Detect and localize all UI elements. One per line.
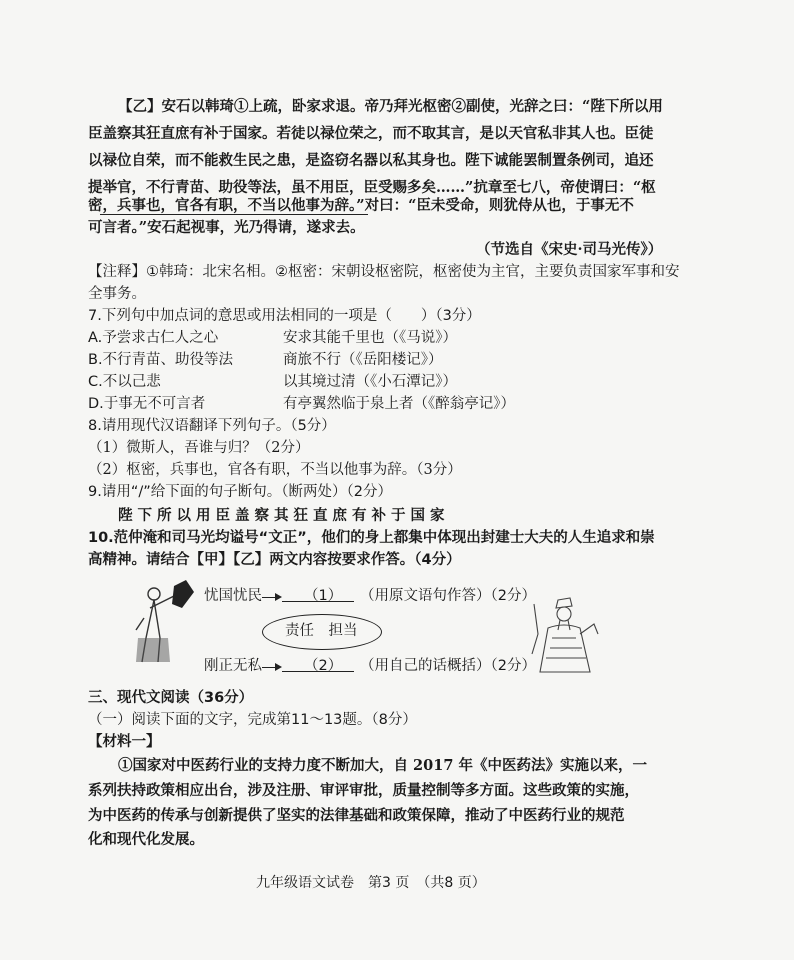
- q7-option-b-right: 商旅不行（《岳阳楼记》）: [283, 352, 443, 368]
- passage-source: （节选自《宋史·司马光传》）: [476, 241, 663, 258]
- section-3-subtitle: （一）阅读下面的文字，完成第11～13题。（8分）: [88, 712, 417, 728]
- material-paragraph-line: 化和现代化发展。: [88, 831, 204, 848]
- q7-option-c-left: C.不以己悲: [88, 374, 161, 390]
- q7-option-c-right: 以其境过清（《小石潭记》）: [283, 374, 457, 390]
- question-8-stem: 8.请用现代汉语翻译下列句子。（5分）: [88, 418, 336, 434]
- q7-option-d-right: 有亭翼然临于泉上者（《醉翁亭记》）: [283, 396, 515, 412]
- material-paragraph-line: 为中医药的传承与创新提供了坚实的法律基础和政策保障，推动了中医药行业的规范: [88, 807, 625, 824]
- passage-line: 可言者。”安石起视事，光乃得请，遂求去。: [88, 219, 365, 236]
- diagram-center-label: 责任 担当: [285, 623, 358, 639]
- notes-line: 全事务。: [88, 286, 146, 302]
- notes-line: 【注释】①韩琦：北宋名相。②枢密：宋朝设枢密院，枢密使为主官，主要负责国家军事和安: [88, 264, 680, 280]
- arrow-right-icon: [262, 667, 280, 668]
- passage-line: 提举官，不行青苗、助役等法，虽不用臣，臣受赐多矣……”抗章至七八，帝使谓曰：“枢: [88, 179, 656, 196]
- question-9-stem: 9.请用“/”给下面的句子断句。（断两处）（2分）: [88, 484, 392, 500]
- material-label: 【材料一】: [88, 734, 161, 750]
- fan-zhongyan-figure-icon: [124, 578, 202, 664]
- passage-line: 【乙】安石以韩琦①上疏，卧家求退。帝乃拜光枢密②副使，光辞之曰：“陛下所以用: [118, 98, 663, 115]
- sima-guang-figure-icon: [524, 594, 608, 674]
- material-paragraph-line: ①国家对中医药行业的支持力度不断加大，自 2017 年《中医药法》实施以来，一: [118, 757, 647, 774]
- q7-option-a-left: A.予尝求古仁人之心: [88, 330, 219, 346]
- q7-option-a-right: 安求其能千里也（《马说》）: [283, 330, 457, 346]
- passage-line: 臣盖察其狂直庶有补于国家。若徒以禄位荣之，而不取其言，是以天官私非其人也。臣徒: [88, 125, 654, 142]
- diagram-label-top: 忧国忧民: [204, 588, 262, 604]
- page-footer: 九年级语文试卷 第3 页 （共8 页）: [256, 875, 486, 891]
- q7-option-d-left: D.于事无不可言者: [88, 396, 206, 412]
- question-10-line: 10.范仲淹和司马光均谥号“文正”，他们的身上都集中体现出封建士大夫的人生追求和崇: [88, 530, 655, 546]
- blank-number-2: （2）: [304, 658, 343, 674]
- underline-mark: [100, 214, 368, 215]
- q8-sentence-2: （2）枢密，兵事也，官各有职，不当以他事为辞。（3分）: [88, 462, 462, 478]
- blank-number-1: （1）: [304, 588, 343, 604]
- q9-sentence: 陛下所以用臣盖察其狂直庶有补于国家: [118, 507, 450, 524]
- material-paragraph-line: 系列扶持政策相应出台，涉及注册、审评审批，质量控制等多方面。这些政策的实施，: [88, 782, 639, 799]
- diagram-label-bottom: 刚正无私: [204, 658, 262, 674]
- q8-sentence-1: （1）微斯人，吾谁与归？（2分）: [88, 440, 310, 456]
- section-3-title: 三、现代文阅读（36分）: [88, 690, 254, 706]
- blank-hint-1: （用原文语句作答）（2分）: [360, 588, 536, 604]
- q7-option-b-left: B.不行青苗、助役等法: [88, 352, 234, 368]
- passage-line: 以禄位自荣，而不能救生民之患，是盗窃名器以私其身也。陛下诚能罢制置条例司，追还: [88, 152, 654, 169]
- question-7-stem: 7.下列句中加点词的意思或用法相同的一项是（ ）（3分）: [88, 308, 481, 324]
- passage-line: 密，兵事也，官各有职，不当以他事为辞。”对曰：“臣未受命，则犹侍从也，于事无不: [88, 197, 634, 214]
- blank-hint-2: （用自己的话概括）（2分）: [360, 658, 536, 674]
- question-10-line: 高精神。请结合【甲】【乙】两文内容按要求作答。（4分）: [88, 552, 461, 568]
- arrow-right-icon: [262, 597, 280, 598]
